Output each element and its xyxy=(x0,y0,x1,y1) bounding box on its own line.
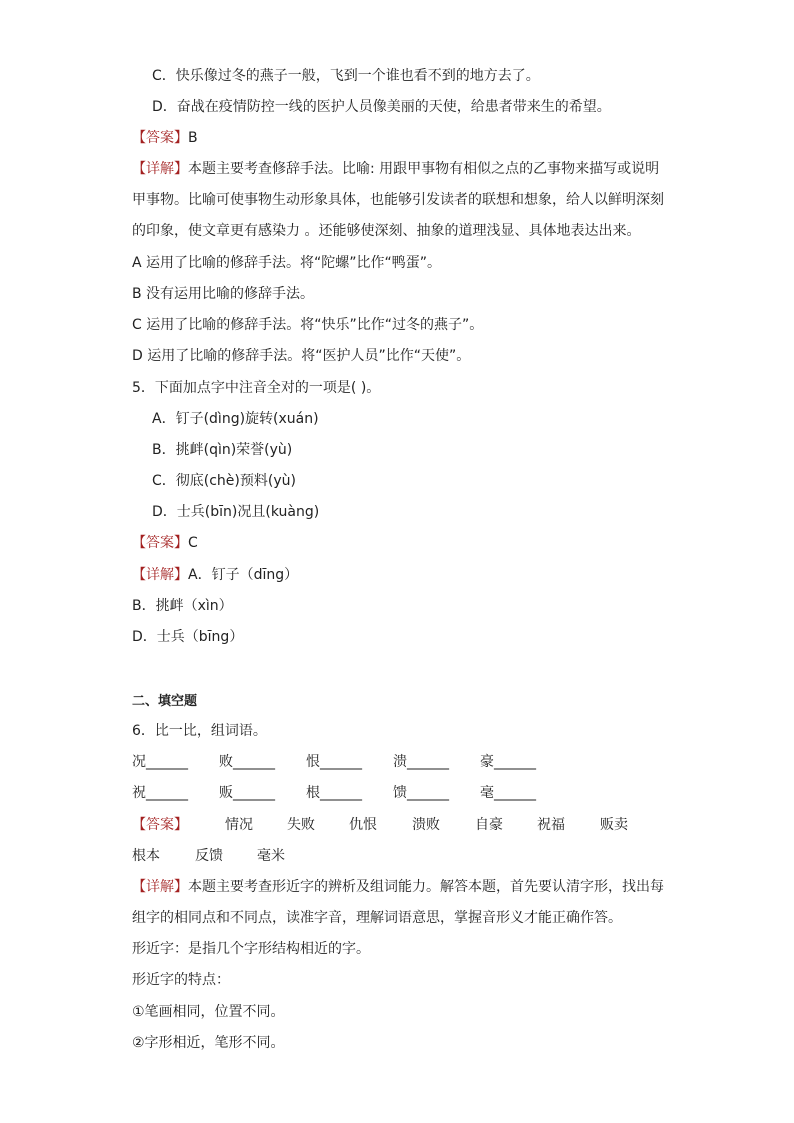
q6-detail-line2: 组字的相同点和不同点，读准字音，理解词语意思，掌握音形义才能正确作答。 xyxy=(132,910,622,926)
detail-tag: 【详解】 xyxy=(132,161,188,177)
section-title: 二、填空题 xyxy=(132,694,198,709)
q6-definition: 形近字：是指几个字形结构相近的字。 xyxy=(132,941,370,957)
q6-feature-1: ①笔画相同，位置不同。 xyxy=(132,1004,285,1020)
q6-blank: 祝______ xyxy=(132,785,188,801)
q4-detail-line1 xyxy=(132,159,659,179)
q5-option-d: D．士兵(bīn)况且(kuàng) xyxy=(152,504,320,520)
q5-option-c: C．彻底(chè)预料(yù) xyxy=(152,473,296,489)
q6-blank: 恨______ xyxy=(306,754,362,770)
detail-tag: 【详解】 xyxy=(132,879,188,895)
q6-blank: 毫______ xyxy=(480,785,536,801)
q5-question: 5．下面加点字中注音全对的一项是( )。 xyxy=(132,380,381,396)
q5-detail-a xyxy=(132,565,298,585)
q4-note-d: D 运用了比喻的修辞手法。将“医护人员”比作“天使”。 xyxy=(132,348,471,364)
answer-word: 溃败 xyxy=(412,817,440,833)
q6-features-title: 形近字的特点： xyxy=(132,972,230,988)
answer-word: 根本 xyxy=(132,848,160,864)
q5-option-b: B．挑衅(qìn)荣誉(yù) xyxy=(152,442,293,458)
detail-text: A．钉子（dīng） xyxy=(188,567,299,583)
q4-option-c: C．快乐像过冬的燕子一般，飞到一个谁也看不到的地方去了。 xyxy=(152,68,540,84)
q6-blank: 败______ xyxy=(219,754,275,770)
answer-word: 祝福 xyxy=(537,817,565,833)
q6-blank: 馈______ xyxy=(393,785,449,801)
q4-detail-line3: 的印象，使文章更有感染力 。还能够使深刻、抽象的道理浅显、具体地表达出来。 xyxy=(132,223,641,239)
q6-question: 6．比一比，组词语。 xyxy=(132,723,267,739)
answer-word: 自豪 xyxy=(475,817,503,833)
answer-value: B xyxy=(188,130,198,146)
detail-tag: 【详解】 xyxy=(132,567,188,583)
answer-value: C xyxy=(188,535,198,551)
q4-option-d: D．奋战在疫情防控一线的医护人员像美丽的天使，给患者带来生的希望。 xyxy=(152,99,611,115)
q5-option-a: A．钉子(dìng)旋转(xuán) xyxy=(152,411,319,427)
q6-detail-line1 xyxy=(132,877,664,897)
answer-tag: 【答案】 xyxy=(132,130,188,146)
answer-word: 失败 xyxy=(287,817,315,833)
q6-blank: 贩______ xyxy=(219,785,275,801)
q5-detail-d: D．士兵（bīng） xyxy=(132,629,244,645)
answer-tag: 【答案】 xyxy=(132,535,188,551)
q5-answer xyxy=(132,533,198,553)
detail-text: 本题主要考查形近字的辨析及组词能力。解答本题，首先要认清字形，找出每 xyxy=(188,879,664,895)
answer-word: 毫米 xyxy=(257,848,285,864)
q4-note-a: A 运用了比喻的修辞手法。将“陀螺”比作“鸭蛋”。 xyxy=(132,255,442,271)
q5-detail-b: B．挑衅（xìn） xyxy=(132,598,233,614)
answer-word: 贩卖 xyxy=(600,817,628,833)
q6-blank: 豪______ xyxy=(480,754,536,770)
q6-feature-2: ②字形相近，笔形不同。 xyxy=(132,1035,285,1051)
q6-blank: 根______ xyxy=(306,785,362,801)
q4-note-c: C 运用了比喻的修辞手法。将“快乐”比作“过冬的燕子”。 xyxy=(132,317,484,333)
q6-blank: 溃______ xyxy=(393,754,449,770)
answer-tag: 【答案】 xyxy=(132,817,188,833)
answer-word: 仇恨 xyxy=(349,817,377,833)
q4-detail-line2: 甲事物。比喻可使事物生动形象具体，也能够引发读者的联想和想象，给人以鲜明深刻 xyxy=(132,192,664,208)
q4-answer xyxy=(132,128,198,148)
answer-word: 反馈 xyxy=(195,848,223,864)
q6-blank: 况______ xyxy=(132,754,188,770)
answer-word: 情况 xyxy=(225,817,253,833)
detail-text: 本题主要考查修辞手法。比喻: 用跟甲事物有相似之点的乙事物来描写或说明 xyxy=(188,161,660,177)
q4-note-b: B 没有运用比喻的修辞手法。 xyxy=(132,286,315,302)
